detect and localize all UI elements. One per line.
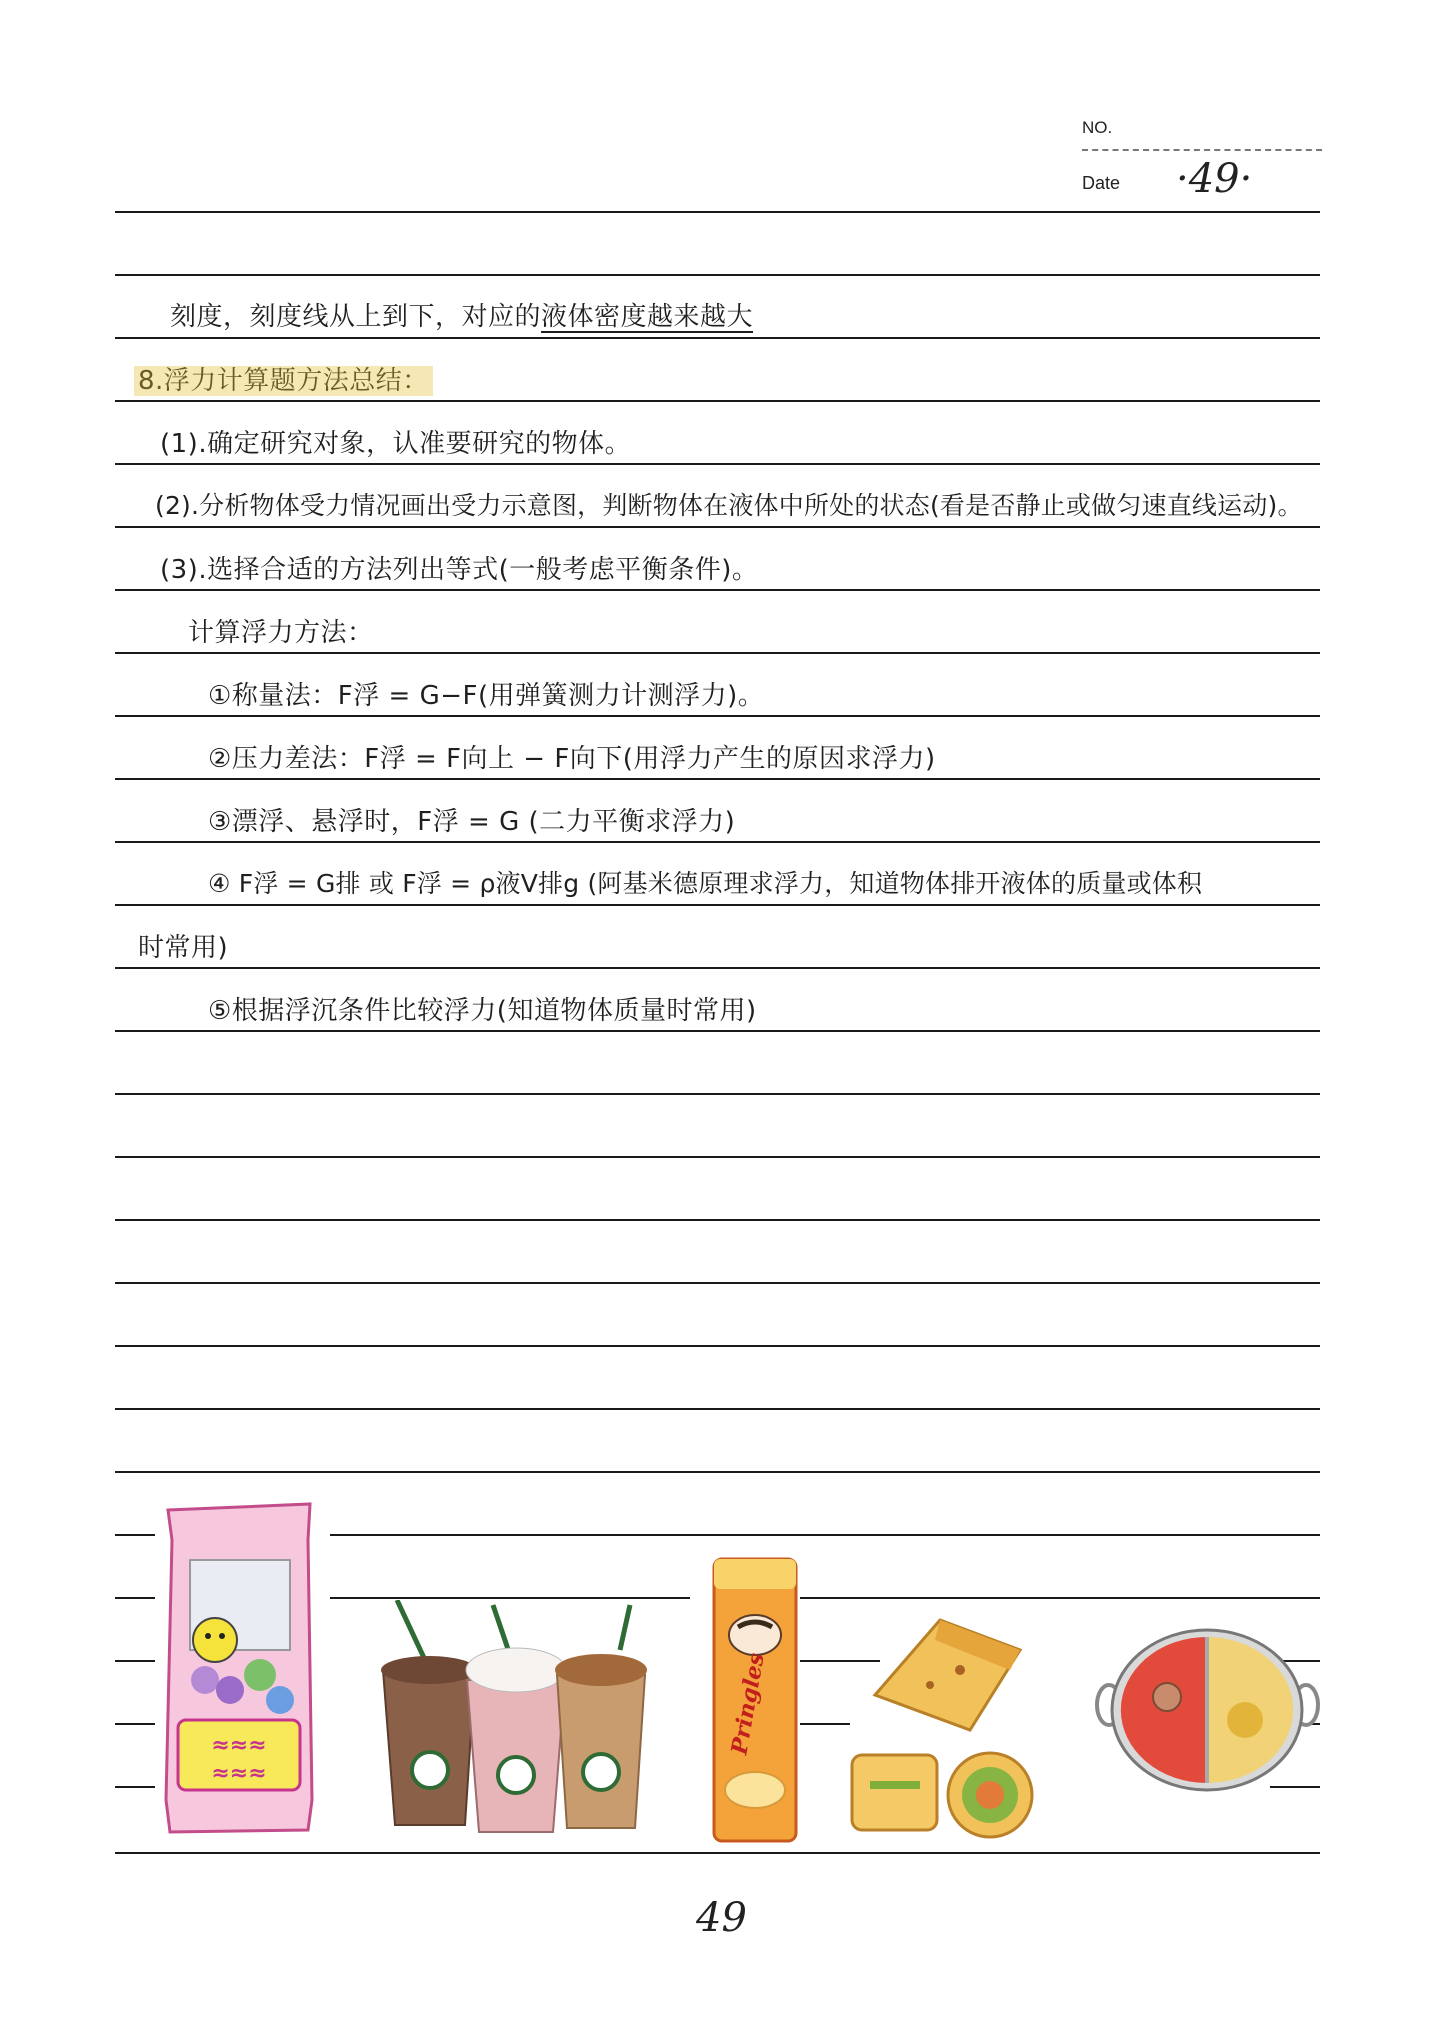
rule-line: [115, 1852, 1320, 1854]
rule-line: [115, 967, 1320, 969]
rule-line: [115, 1219, 1320, 1221]
rule-line: [115, 274, 1320, 276]
date-label: Date: [1082, 173, 1121, 193]
svg-text:≈≈≈: ≈≈≈: [211, 1733, 267, 1758]
note-line-12: ⑤根据浮沉条件比较浮力(知道物体质量时常用): [208, 996, 757, 1026]
frappuccino-drawing: [375, 1600, 675, 1840]
rule-line: [115, 1786, 155, 1788]
rule-line: [115, 463, 1320, 465]
rule-line: [115, 1156, 1320, 1158]
rule-line: [115, 400, 1320, 402]
note-line-1: [170, 296, 753, 333]
rule-line: [115, 778, 1320, 780]
rule-line: [115, 337, 1320, 339]
note-line-1-underlined: 液体密度越来越大: [541, 302, 754, 332]
page-number: 49: [696, 1895, 747, 1941]
rule-line: [115, 1345, 1320, 1347]
rule-line: [115, 1660, 155, 1662]
rule-line: [800, 1723, 850, 1725]
rule-line: [330, 1597, 690, 1599]
rule-line: [115, 715, 1320, 717]
rule-line: [115, 589, 1320, 591]
rule-line: [115, 1471, 1320, 1473]
note-line-7: ①称量法：F浮 = G−F(用弹簧测力计测浮力)。: [208, 681, 765, 711]
rule-line: [115, 1534, 155, 1536]
candy-bag-drawing: [160, 1500, 320, 1835]
note-line-3: (1).确定研究对象，认准要研究的物体。: [160, 429, 632, 459]
rule-line: [115, 1597, 155, 1599]
note-line-10: ④ F浮 = G排 或 F浮 = ρ液V排g (阿基米德原理求浮力，知道物体排开液体的质量或体积: [208, 869, 1203, 898]
section-title: [134, 360, 433, 397]
note-line-11: 时常用): [138, 933, 229, 963]
section-title-text: 8.浮力计算题方法总结：: [134, 366, 433, 396]
header-dashed-line: [1082, 149, 1322, 151]
rule-line: [115, 841, 1320, 843]
note-line-6: 计算浮力方法：: [188, 618, 374, 648]
wrap-drawing: [850, 1610, 1040, 1840]
note-line-8: ②压力差法：F浮 = F向上 − F向下(用浮力产生的原因求浮力): [208, 744, 936, 774]
rule-line: [800, 1597, 1320, 1599]
rule-line: [115, 652, 1320, 654]
note-line-9: ③漂浮、悬浮时，F浮 = G (二力平衡求浮力): [208, 807, 736, 837]
no-label: NO.: [1082, 118, 1113, 137]
rule-line: [115, 904, 1320, 906]
rule-line: [115, 1030, 1320, 1032]
note-line-1-text: 刻度，刻度线从上到下，对应的: [170, 302, 542, 332]
rule-line: [115, 1282, 1320, 1284]
svg-text:≈≈≈: ≈≈≈: [211, 1761, 267, 1786]
note-line-5: (3).选择合适的方法列出等式(一般考虑平衡条件)。: [160, 555, 759, 585]
note-line-4: (2).分析物体受力情况画出受力示意图，判断物体在液体中所处的状态(看是否静止或做匀速直线运动)。: [155, 491, 1303, 520]
rule-line: [115, 1093, 1320, 1095]
rule-line: [115, 211, 1320, 213]
rule-line: [115, 526, 1320, 528]
pringles-drawing: [710, 1555, 800, 1845]
rule-line: [330, 1534, 1320, 1536]
date-value: ·49·: [1176, 156, 1253, 202]
rule-line: [115, 1408, 1320, 1410]
hotpot-drawing: [1095, 1625, 1320, 1815]
pringles-label: Pringles: [726, 1651, 770, 1757]
rule-line: [115, 1723, 155, 1725]
